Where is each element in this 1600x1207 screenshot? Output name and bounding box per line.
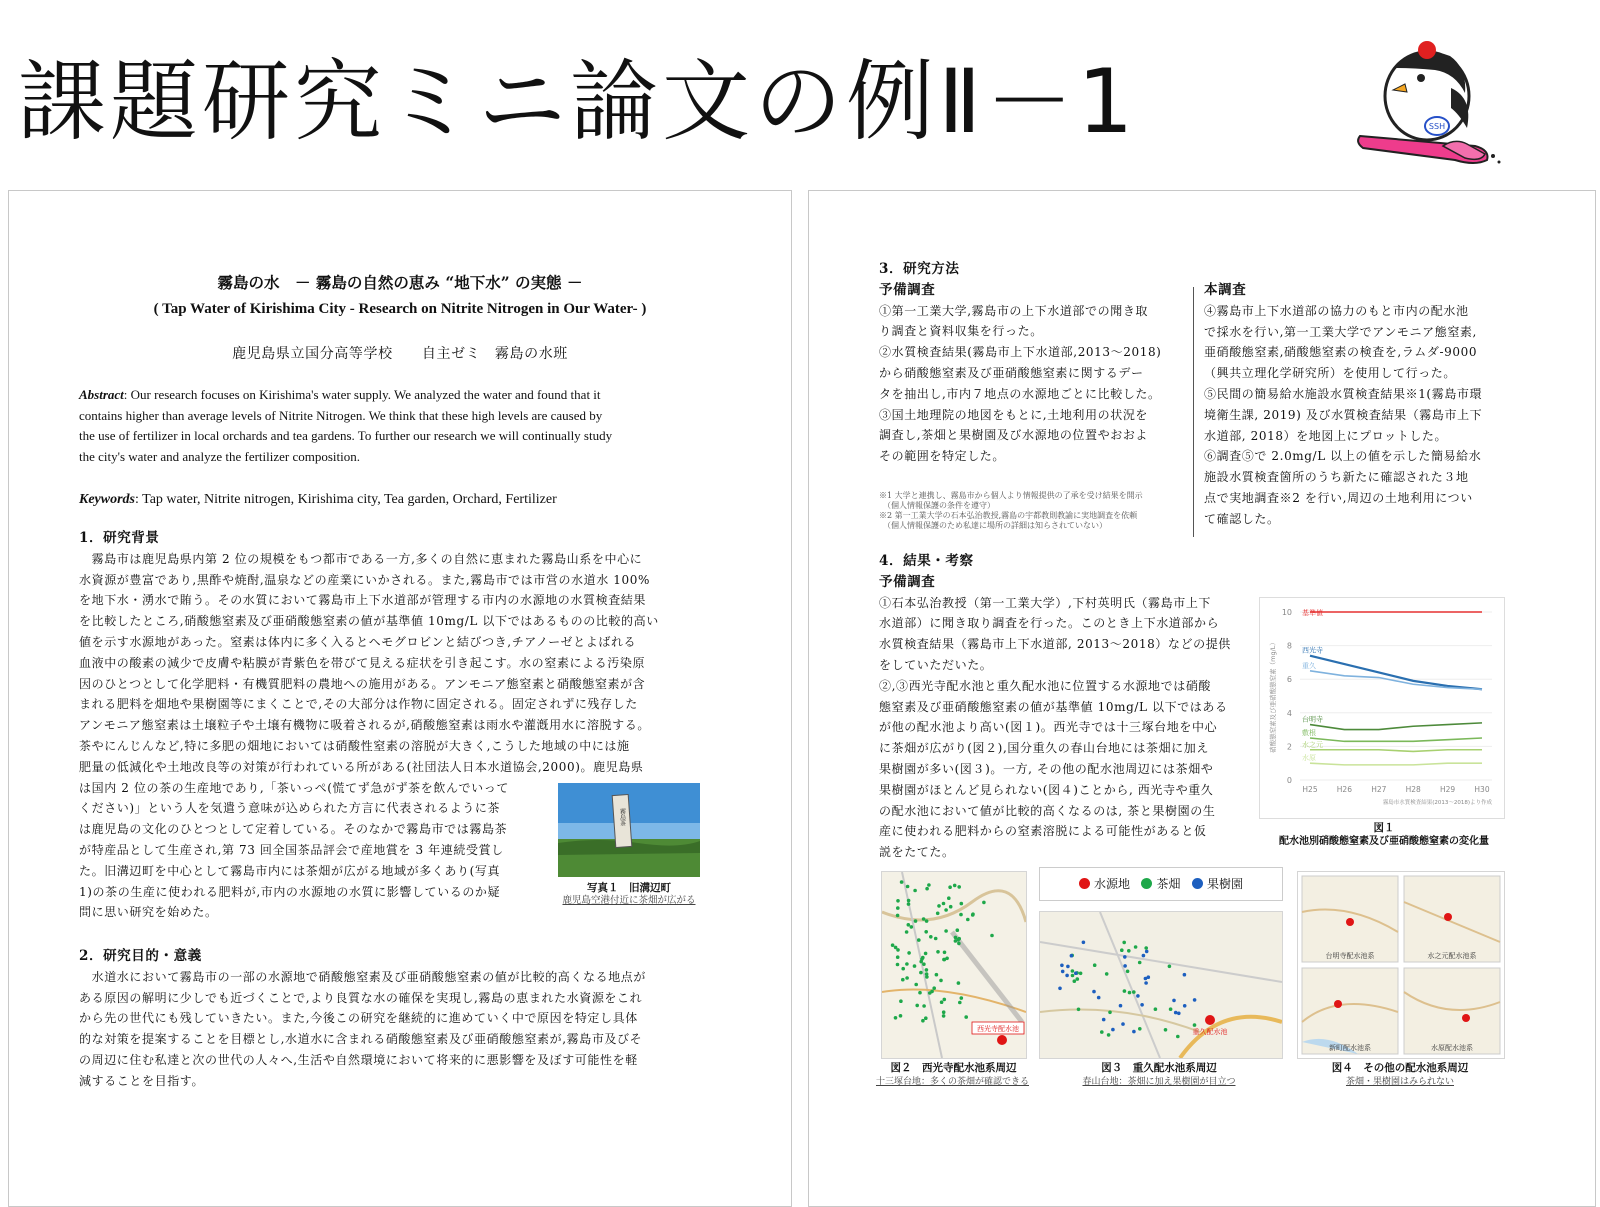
map-label-mizuhara: 水原配水池系 [1431, 1044, 1473, 1052]
tea-field-dot [945, 957, 949, 961]
tea-field-dot [925, 968, 929, 972]
text-line: 的な対策を提案することを目標とし,水道水に含まれる硝酸態窒素及び亜硝酸態窒素が,霧島市及びそ [79, 1032, 643, 1047]
orchard-dot [1136, 994, 1140, 998]
photo-sign-text: 霧島茶 [618, 808, 626, 826]
tea-field-dot [943, 951, 947, 955]
map-label-shinmachi: 新町配水池系 [1329, 1044, 1371, 1052]
tea-field-dot [927, 883, 931, 887]
orchard-dot [1123, 964, 1127, 968]
text-line: た。旧溝辺町を中心として霧島市内には茶畑が広がる地域が多くあり(写真 [79, 863, 501, 878]
text-line: ①石本弘治教授（第一工業大学）,下村英明氏（霧島市上下 [879, 595, 1212, 610]
water-source-marker [1462, 1014, 1470, 1022]
tea-field-dot [1176, 1035, 1180, 1039]
tea-field-dot [948, 885, 952, 889]
text-line: 境衛生課, 2019) 及び水質検査結果（霧島市上下 [1204, 407, 1483, 422]
tea-field-dot [910, 925, 914, 929]
text-line: が他の配水池より高い(図１)。西光寺では十三塚台地を中心 [879, 720, 1218, 735]
text-line: 施設水質検査箇所のうち新たに確認された３地 [1204, 470, 1469, 485]
abstract-line: : Our research focuses on Kirishima's water supply. We analyzed the water and found that it [123, 387, 601, 402]
tea-field-dot [964, 1015, 968, 1019]
paper-page-left [8, 190, 792, 1207]
tea-field-dot [1154, 1007, 1158, 1011]
water-source-marker [997, 1035, 1007, 1045]
tea-field-dot [913, 964, 917, 968]
tea-field-dot [942, 958, 946, 962]
orchard-dot [1193, 998, 1197, 1002]
orchard-dot [1123, 955, 1127, 959]
tea-field-dot [899, 1014, 903, 1018]
tea-field-dot [896, 948, 900, 952]
tea-field-dot [919, 971, 923, 975]
figure-1-caption: 配水池別硝酸態窒素及び亜硝酸態窒素の変化量 [1279, 836, 1489, 847]
y-axis-label: 硝酸態窒素及び亜硝酸態窒素（mg/L） [1269, 639, 1277, 753]
orchard-dot [1074, 971, 1078, 975]
abstract-label: Abstract [79, 387, 124, 402]
tea-field-dot [1073, 979, 1077, 983]
tea-field-dot [925, 919, 929, 923]
tea-field-dot [1134, 945, 1138, 949]
orchard-marker-icon [1192, 878, 1203, 889]
tea-field-dot [936, 950, 940, 954]
figure-1-caption-number: 図１ [1373, 822, 1395, 834]
tea-field-dot [921, 1019, 925, 1023]
figure-4-caption: 図４ その他の配水池系周辺 [1331, 1062, 1469, 1074]
text-line: 産に使われる肥料からの窒素溶脱による可能性があると仮 [879, 824, 1207, 839]
text-line: ⑤民間の簡易給水施設水質検査結果※1(霧島市環 [1204, 386, 1483, 401]
tea-field-dot [1079, 972, 1083, 976]
tea-field-dot [896, 914, 900, 918]
tea-field-dot [966, 918, 970, 922]
series-label: 水原 [1302, 754, 1316, 763]
orchard-dot [1070, 954, 1074, 958]
tea-field-dot [924, 930, 928, 934]
section-4 [879, 551, 1231, 863]
tea-field-dot [1138, 961, 1142, 965]
orchard-dot [1061, 970, 1065, 974]
orchard-dot [1177, 1012, 1181, 1016]
text-line: 肥量の低減化や土地改良等の対策が行われている所がある(社団法人日本水道協会,2000)。鹿児島県 [79, 759, 644, 774]
tea-field-dot [1132, 990, 1136, 994]
tea-field-dot [925, 972, 929, 976]
text-line: 値を示す水源地があった。窒素は体内に多く入るとヘモグロビンと結びつき,チアノーゼとよばれる [79, 634, 637, 649]
tea-field-dot [1128, 991, 1132, 995]
tea-field-dot [953, 884, 957, 888]
series-label: 敷根 [1302, 729, 1316, 737]
orchard-dot [1172, 999, 1176, 1003]
x-tick-label: H26 [1336, 785, 1352, 794]
tea-field-dot [957, 885, 961, 889]
legend-orchard: 果樹園 [1206, 877, 1243, 891]
text-line: 減することを目指す。 [79, 1073, 205, 1088]
tea-field-dot [959, 913, 963, 917]
footnote: （個人情報保護のため私達に場所の詳細は知らされていない） [879, 521, 1107, 530]
tea-field-dot [905, 930, 909, 934]
orchard-dot [1066, 965, 1070, 969]
x-tick-label: H25 [1302, 785, 1318, 794]
text-line: 水道水において霧島市の一部の水源地で硝酸態窒素及び亜硝酸態窒素の値が比較的高くなる地点が [79, 969, 647, 984]
tea-field-dot [905, 976, 909, 980]
tea-field-dot [1138, 1027, 1142, 1031]
water-source-marker [1444, 913, 1452, 921]
tea-field-dot [960, 996, 964, 1000]
tea-field-dot [958, 1001, 962, 1005]
text-line: 霧島市は鹿児島県内第 2 位の規模をもつ都市である一方,多くの自然に恵まれた霧島山系を中心に [79, 551, 643, 566]
tea-field-dot [1093, 963, 1097, 967]
tea-field-dot [905, 962, 909, 966]
text-line: まれる肥料を畑地や果樹園等にまくことで,その大部分は作物に固定される。固定されずに残存した [79, 697, 638, 712]
photo-1-caption: 写真１ 旧溝辺町 [587, 882, 671, 894]
text-line: の周辺に住む私達と次の世代の人々へ,生活や自然環境において将来的に悪影響を及ぼす可能性を軽 [79, 1052, 638, 1067]
text-line: 果樹園が多い(図３)。一方, その他の配水池周辺には茶畑や [879, 761, 1214, 776]
paper-title-jp: 霧島の水 － 霧島の自然の恵み “地下水” の実態 － [217, 273, 583, 292]
tea-field-dot [1077, 1008, 1081, 1012]
tea-field-dot [907, 902, 911, 906]
section-3-heading: 3．研究方法 [879, 261, 960, 277]
figure-3-subcaption: 春山台地：茶畑に加え果樹園が目立つ [1082, 1077, 1236, 1087]
text-line: ある原因の解明に少しでも近づくことで,より良質な水の確保を実現し,霧島の恵まれた水資源をこれ [79, 990, 643, 1005]
figure-4-subcaption: 茶畑・果樹園はみられない [1345, 1077, 1454, 1087]
text-line: て確認した。 [1204, 511, 1280, 526]
figure-4-other-maps [1297, 871, 1505, 1059]
section-2 [79, 946, 739, 1092]
main-survey [1204, 280, 1482, 530]
tea-field-dot [935, 973, 939, 977]
text-line: 問に思い研究を始めた。 [79, 905, 218, 920]
main-heading: 本調査 [1204, 282, 1247, 298]
x-tick-label: H29 [1440, 785, 1456, 794]
text-line: （興共立理化学研究所）を使用して行った。 [1204, 366, 1457, 381]
text-line: で採水を行い,第一工業大学でアンモニア態窒素, [1204, 324, 1477, 339]
tea-field-dot [1126, 970, 1130, 974]
text-line: 果樹園がほとんど見られない(図４)ことから, 西光寺や重久 [879, 782, 1214, 797]
text-line: をしていただいた。 [879, 657, 993, 672]
map-label-shigehisa: 重久配水池 [1192, 1028, 1228, 1036]
text-line: ③国土地理院の地図をもとに,土地利用の状況を [879, 407, 1149, 422]
text-line: を地下水・湧水で賄う。その水質において霧島市上下水道部が管理する市内の水源地の水質検査結果 [79, 593, 647, 608]
tea-field-dot [922, 917, 926, 921]
text-line: 調査し,茶畑と果樹園及び水源地の位置やおおよ [879, 428, 1149, 443]
orchard-dot [1183, 1004, 1187, 1008]
tea-field-dot [1122, 941, 1126, 945]
section-3 [879, 259, 1161, 467]
orchard-dot [1145, 950, 1149, 954]
abstract-line: the use of fertilizer in local orchards and tea gardens. To further our research we will continually study [79, 428, 613, 443]
footnote: （個人情報保護の条件を遵守） [879, 501, 995, 510]
orchard-dot [1082, 941, 1086, 945]
tea-field-dot [1071, 969, 1075, 973]
text-line: ④霧島市上下水道部の協力のもと市内の配水池 [1204, 303, 1469, 318]
tea-field-dot [1120, 948, 1124, 952]
tea-field-dot [1123, 989, 1127, 993]
tea-field-dot [922, 962, 926, 966]
tea-field-dot [907, 899, 911, 903]
tea-field-dot [907, 951, 911, 955]
tea-field-dot [891, 943, 895, 947]
tea-field-dot [915, 1004, 919, 1008]
tea-field-dot [942, 1014, 946, 1018]
paper-page-right [808, 190, 1596, 1207]
text-line: ②水質検査結果(霧島市上下水道部,2013～2018) [879, 345, 1162, 360]
tea-field-dot [1107, 1033, 1111, 1037]
ssh-mascot-logo [1355, 38, 1505, 173]
column-divider [1193, 287, 1194, 537]
keywords-list: : Tap water, Nitrite nitrogen, Kirishima city, Tea garden, Orchard, Fertilizer [135, 492, 557, 507]
tea-field-dot [906, 885, 910, 889]
x-tick-label: H27 [1371, 785, 1387, 794]
tea-field-dot [1071, 974, 1075, 978]
text-line: 茶やにんじんなど,特に多肥の畑地においては硝酸性窒素の溶脱が大きく,こうした地域の中には施 [79, 738, 630, 753]
map-label-seikoji: 西光寺配水池 [977, 1025, 1019, 1033]
tea-field-dot [957, 942, 961, 946]
tea-field-dot [913, 889, 917, 893]
text-line: が特産品として生産され,第 73 回全国茶品評会で産地賞を 3 年連続受賞し [79, 842, 504, 857]
orchard-dot [1058, 987, 1062, 991]
water-source-marker [1205, 1015, 1215, 1025]
y-tick-label: 0 [1286, 776, 1292, 785]
orchard-dot [1102, 1018, 1106, 1022]
section-2-heading: 2．研究目的・意義 [79, 948, 202, 964]
tea-field-dot [925, 887, 929, 891]
y-tick-label: 4 [1286, 708, 1292, 718]
text-line: ①第一工業大学,霧島市の上下水道部での聞き取 [879, 303, 1149, 318]
tea-field-dot [942, 1010, 946, 1014]
tea-field-dot [949, 905, 953, 909]
tea-field-dot [939, 979, 943, 983]
tea-field-dot [919, 960, 923, 964]
orchard-dot [1174, 1011, 1178, 1015]
text-line: その範囲を特定した。 [879, 449, 1006, 464]
orchard-dot [1147, 975, 1151, 979]
tea-field-dot [942, 902, 946, 906]
footnotes [879, 491, 1143, 531]
tea-field-dot [907, 923, 911, 927]
tea-field-dot [936, 912, 940, 916]
tea-field-dot [894, 1016, 898, 1020]
tea-field-dot [944, 929, 948, 933]
tea-field-dot [901, 967, 905, 971]
text-line: から先の世代にも残していきたい。また,今後この研究を継続的に進めていく中で原因を特定し具体 [79, 1011, 638, 1026]
paper-title-en: ( Tap Water of Kirishima City - Research on Nitrite Nitrogen in Our Water- ) [153, 301, 647, 317]
legend-tea: 茶畑 [1156, 877, 1181, 891]
x-tick-label: H30 [1474, 785, 1490, 794]
paper-authors: 鹿児島県立国分高等学校 自主ゼミ 霧島の水班 [232, 346, 568, 362]
text-line: 水道部）に聞き取り調査を行った。このとき上下水道部から [879, 616, 1220, 631]
tea-field-dot [896, 899, 900, 903]
tea-field-dot [960, 902, 964, 906]
footnote: ※1 大学と連携し、霧島市から個人より情報提供の了承を受け結果を開示 [879, 491, 1143, 500]
orchard-dot [1097, 996, 1101, 1000]
tea-field-dot [1169, 1007, 1173, 1011]
results-subheading: 予備調査 [879, 573, 936, 590]
text-line: 血液中の酸素の減少で皮膚や粘膜が青紫色を帯びて見える症状を引き起こす。水の窒素による汚染原 [79, 655, 646, 670]
orchard-dot [1092, 990, 1096, 994]
text-line: ⑥調査⑤で 2.0mg/L 以上の値を示した簡易給水 [1204, 449, 1482, 464]
text-line: 水資源が豊富であり,黒酢や焼酎,温泉などの産業にいかされる。また,霧島市では市営の水道水 100% [79, 572, 650, 587]
orchard-dot [1119, 1004, 1123, 1008]
text-line: 態窒素及び亜硝酸態窒素の値が基準値 10mg/L 以下ではある [879, 699, 1228, 714]
keywords [79, 489, 739, 511]
tea-field-dot [944, 908, 948, 912]
text-line: は鹿児島の文化のひとつとして定着している。そのなかで霧島市では霧島茶 [79, 822, 508, 837]
text-line: アンモニア態窒素は土壌粒子や土壌有機物に吸着されるが,硝酸態窒素は雨水や灌漑用水に溶脱する。 [79, 718, 650, 733]
tea-field-dot [971, 912, 975, 916]
orchard-dot [1060, 964, 1064, 968]
tea-field-dot [1127, 949, 1131, 953]
series-label: 基準値 [1302, 609, 1323, 617]
tea-field-dot [922, 1004, 926, 1008]
prelim-heading: 予備調査 [879, 281, 936, 298]
tea-field-dot [947, 896, 951, 900]
tea-field-dot [928, 991, 932, 995]
tea-field-dot [957, 981, 961, 985]
text-line: ②,③西光寺配水池と重久配水池に位置する水源地では硝酸 [879, 678, 1212, 693]
text-line: から硝酸態窒素及び亜硝酸態窒素に関するデー [879, 365, 1144, 380]
text-line: 亜硝酸態窒素,硝酸態窒素の検査を,ラムダ-9000 [1204, 345, 1478, 360]
water-source-marker [1346, 918, 1354, 926]
tea-field-marker-icon [1141, 878, 1152, 889]
orchard-dot [1142, 954, 1146, 958]
text-line: に茶畑が広がり(図２),国分重久の春山台地には茶畑に加え [879, 741, 1209, 756]
abstract [79, 385, 739, 467]
series-label: 台明寺 [1302, 715, 1323, 724]
tea-field-dot [929, 935, 933, 939]
tea-field-dot [1193, 1023, 1197, 1027]
text-line: 水質検査結果（霧島市上下水道部, 2013～2018）などの提供 [879, 637, 1231, 652]
tea-field-dot [956, 928, 960, 932]
legend-water: 水源地 [1094, 877, 1131, 891]
text-line: は国内 2 位の茶の生産地であり,「茶いっぺ(慌てず急がず茶を飲んでいって [79, 780, 509, 795]
tea-field-dot [896, 955, 900, 959]
photo-1-subcaption: 鹿児島空港付近に茶畑が広がる [562, 895, 696, 906]
series-label: 西光寺 [1302, 646, 1323, 655]
tea-field-dot [917, 938, 921, 942]
orchard-dot [1111, 1028, 1115, 1032]
tea-field-dot [1164, 1028, 1168, 1032]
tea-field-dot [940, 1000, 944, 1004]
orchard-dot [1121, 1022, 1125, 1026]
figure-1-line-chart [1259, 597, 1505, 819]
text-line: り調査と資料収集を行った。 [879, 324, 1043, 339]
orchard-dot [1132, 1030, 1136, 1034]
tea-field-dot [921, 956, 925, 960]
tea-field-dot [990, 934, 994, 938]
tea-field-dot [924, 1016, 928, 1020]
figure-3-caption: 図３ 重久配水池系周辺 [1101, 1062, 1217, 1074]
tea-field-dot [1144, 946, 1148, 950]
abstract-line: the city's water and analyze the fertilizer composition. [79, 448, 361, 464]
orchard-dot [1183, 973, 1187, 977]
text-line: ください)」という人を気遣う意味が込められた方言に代表されるように茶 [79, 801, 501, 816]
y-tick-label: 6 [1286, 675, 1292, 685]
slide-title: 課題研究ミニ論文の例Ⅱ－1 [18, 50, 1138, 153]
section-1-heading: 1．研究背景 [79, 530, 160, 546]
tea-field-dot [900, 880, 904, 884]
logo-text: SSH [1428, 122, 1446, 131]
orchard-dot [1144, 981, 1148, 985]
text-line: 因のひとつとして化学肥料・有機質肥料の農地への施用がある。アンモニア態窒素と硝酸態窒素が含 [79, 676, 646, 691]
tea-field-dot [982, 901, 986, 905]
orchard-dot [1140, 1003, 1144, 1007]
orchard-dot [1065, 974, 1069, 978]
tea-field-dot [914, 919, 918, 923]
figure-2-map-seikoji [881, 871, 1027, 1059]
tea-field-dot [924, 952, 928, 956]
chart-source-note: 霧島市水質検査結果(2013～2018)より作成 [1382, 800, 1492, 806]
footnote: ※2 第一工業大学の石本弘治教授,霧島の宇都教則教諭に実地調査を依頼 [879, 511, 1138, 520]
tea-field-dot [918, 991, 922, 995]
tea-field-dot [934, 937, 938, 941]
tea-field-dot [899, 999, 903, 1003]
x-tick-label: H28 [1405, 785, 1421, 794]
tea-field-dot [896, 906, 900, 910]
map-legend [1039, 867, 1283, 901]
tea-field-dot [1105, 972, 1109, 976]
y-tick-label: 10 [1281, 608, 1292, 617]
water-source-marker-icon [1079, 878, 1090, 889]
map-label-taimei: 台明寺配水池系 [1325, 952, 1375, 960]
series-label: 水之元 [1302, 740, 1323, 749]
figure-2-subcaption: 十三塚台地：多くの茶畑が確認できる [875, 1077, 1029, 1087]
section-4-heading: 4．結果・考察 [879, 553, 974, 569]
text-line: 説をたてた。 [879, 845, 955, 860]
tea-field-dot [937, 904, 941, 908]
keywords-label: Keywords [79, 492, 135, 507]
tea-field-dot [1168, 965, 1172, 969]
tea-field-dot [896, 963, 900, 967]
water-source-marker [1334, 1000, 1342, 1008]
series-label: 重久 [1302, 661, 1316, 670]
figure-2-caption: 図２ 西光寺配水池系周辺 [890, 1062, 1017, 1074]
tea-field-dot [956, 938, 960, 942]
photo-1-tea-field [558, 783, 700, 877]
map-label-mizunomoto: 水之元配水池系 [1427, 952, 1477, 960]
tea-field-dot [1108, 1011, 1112, 1015]
tea-field-dot [914, 983, 918, 987]
text-line: 水道部, 2018）を地図上にプロットした。 [1204, 428, 1448, 443]
abstract-line: contains higher than average levels of Nitrite Nitrogen. We think that these high levels are caused by [79, 407, 603, 423]
y-tick-label: 2 [1286, 742, 1292, 752]
text-line: を比較したところ,硝酸態窒素及び亜硝酸態窒素の値が基準値 10mg/L 以下ではあるものの比較的高い [79, 614, 659, 629]
figure-3-map-shigehisa [1039, 911, 1283, 1059]
text-line: 1)の茶の生産に使われる肥料が,市内の水源地の水質に影響しているのか疑 [79, 884, 501, 899]
text-line: の配水池において値が比較的高くなるのは, 茶と果樹園の生 [879, 803, 1216, 818]
text-line: タを抽出し,市内７地点の水源地ごとに比較した。 [879, 386, 1161, 401]
tea-field-dot [943, 998, 947, 1002]
tea-field-dot [901, 978, 905, 982]
text-line: 点で実地調査※2 を行い,周辺の土地利用につい [1204, 490, 1473, 505]
tea-field-dot [932, 986, 936, 990]
tea-field-dot [1076, 977, 1080, 981]
y-tick-label: 8 [1286, 641, 1292, 651]
tea-field-dot [1100, 1030, 1104, 1034]
